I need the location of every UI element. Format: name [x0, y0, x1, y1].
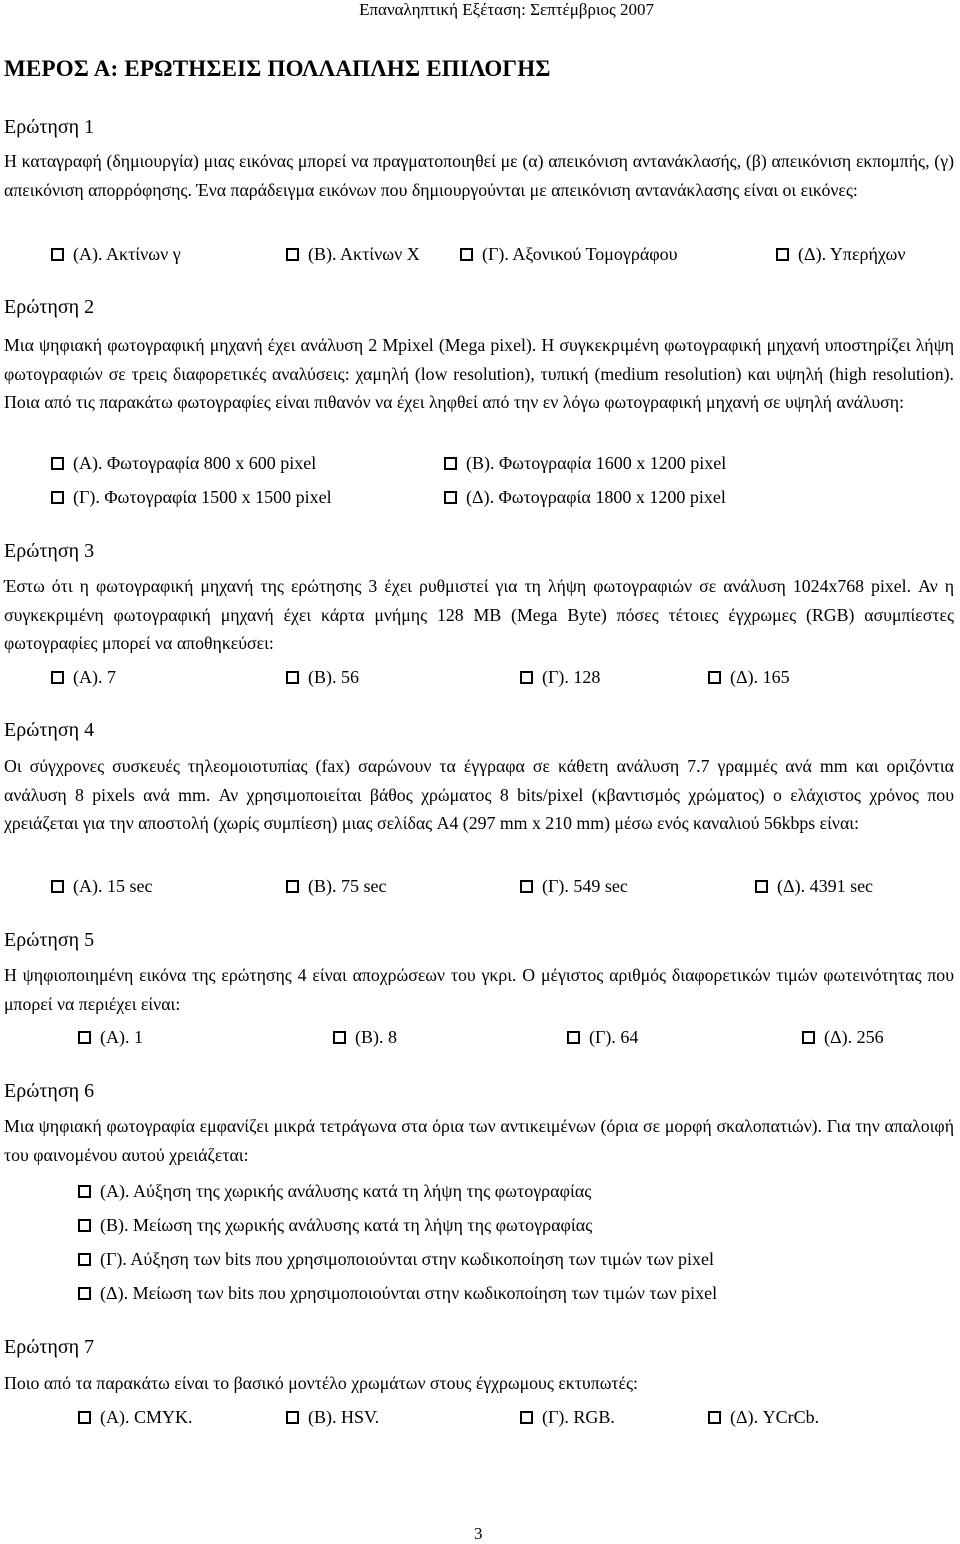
question-1-option-c[interactable]	[460, 243, 678, 265]
question-2-text: Μια ψηφιακή φωτογραφική μηχανή έχει ανάλυση 2 Mpixel (Mega pixel). Η συγκεκριμένη φωτογραφική μηχανή υποστηρίζει λήψη φωτογραφιών σε τρεις διαφορετικές αναλύσεις: χαμηλή (low resolution), τυπική (medium resolution) και υψηλή (high resolution). Ποια από τις παρακάτω φωτογραφίες είναι πιθανόν να έχει ληφθεί από την εν λόγω φωτογραφική μηχανή σε υψηλή ανάλυση:	[4, 335, 954, 412]
question-5-text: Η ψηφιοποιημένη εικόνα της ερώτησης 4 είναι αποχρώσεων του γκρι. Ο μέγιστος αριθμός διαφορετικών τιμών φωτεινότητας που μπορεί να περιέχει είναι:	[4, 965, 954, 1014]
question-3-option-d[interactable]	[708, 666, 790, 688]
checkbox-icon[interactable]	[708, 671, 721, 684]
option-label: (Γ). 549 sec	[542, 876, 628, 896]
question-3-title: Ερώτηση 3	[4, 540, 95, 562]
checkbox-icon[interactable]	[333, 1031, 346, 1044]
question-6-title: Ερώτηση 6	[4, 1080, 95, 1102]
option-label: (Δ). Φωτογραφία 1800 x 1200 pixel	[466, 487, 726, 507]
question-1-option-a[interactable]	[51, 243, 181, 265]
option-label: (Α). Φωτογραφία 800 x 600 pixel	[73, 453, 317, 473]
option-label: (Β). Ακτίνων Χ	[308, 244, 420, 264]
question-1-option-b[interactable]	[286, 243, 420, 265]
question-3-option-a[interactable]	[51, 666, 116, 688]
option-label: (Δ). 256	[824, 1027, 884, 1047]
question-5-title: Ερώτηση 5	[4, 929, 95, 951]
checkbox-icon[interactable]	[286, 880, 299, 893]
page-number: 3	[474, 1524, 483, 1543]
question-6-option-a[interactable]	[78, 1180, 591, 1202]
question-4-option-d[interactable]	[755, 875, 873, 897]
question-2-option-d[interactable]	[444, 486, 726, 508]
checkbox-icon[interactable]	[51, 248, 64, 261]
option-label: (Δ). Υπερήχων	[798, 244, 906, 264]
question-2-option-c[interactable]	[51, 486, 332, 508]
option-label: (Β). 8	[355, 1027, 397, 1047]
question-7-option-a[interactable]	[78, 1406, 193, 1428]
checkbox-icon[interactable]	[78, 1287, 91, 1300]
running-header: Επαναληπτική Εξέταση: Σεπτέμβριος 2007	[359, 0, 654, 19]
checkbox-icon[interactable]	[567, 1031, 580, 1044]
checkbox-icon[interactable]	[286, 671, 299, 684]
checkbox-icon[interactable]	[520, 671, 533, 684]
checkbox-icon[interactable]	[708, 1411, 721, 1424]
question-4-option-a[interactable]	[51, 875, 152, 897]
checkbox-icon[interactable]	[78, 1253, 91, 1266]
question-4-option-c[interactable]	[520, 875, 628, 897]
option-label: (Γ). RGB.	[542, 1407, 615, 1427]
option-label: (Α). 15 sec	[73, 876, 153, 896]
option-label: (Α). Ακτίνων γ	[73, 244, 181, 264]
question-1-title: Ερώτηση 1	[4, 116, 95, 138]
option-label: (Δ). 4391 sec	[777, 876, 874, 896]
option-label: (Α). 1	[100, 1027, 143, 1047]
question-7-text: Ποιο από τα παρακάτω είναι το βασικό μοντέλο χρωμάτων στους έγχρωμους εκτυπωτές:	[4, 1373, 638, 1393]
question-6-option-c[interactable]	[78, 1248, 714, 1270]
question-7-option-b[interactable]	[286, 1406, 379, 1428]
option-label: (Γ). Αύξηση των bits που χρησιμοποιούνται στην κωδικοποίηση των τιμών των pixel	[100, 1249, 715, 1269]
checkbox-icon[interactable]	[78, 1219, 91, 1232]
question-3-text: Έστω ότι η φωτογραφική μηχανή της ερώτησης 3 έχει ρυθμιστεί για τη λήψη φωτογραφιών σε ανάλυση 1024x768 pixel. Αν η συγκεκριμένη φωτογραφική μηχανή έχει κάρτα μνήμης 128 MB (Mega Byte) πόσες τέτοιες έγχρωμες (RGB) ασυμπίεστες φωτογραφίες μπορεί να αποθηκεύσει:	[4, 576, 954, 653]
option-label: (Γ). 128	[542, 667, 601, 687]
question-5-option-a[interactable]	[78, 1026, 143, 1048]
checkbox-icon[interactable]	[802, 1031, 815, 1044]
checkbox-icon[interactable]	[520, 1411, 533, 1424]
question-4-option-b[interactable]	[286, 875, 386, 897]
question-5-option-c[interactable]	[567, 1026, 638, 1048]
option-label: (Α). 7	[73, 667, 116, 687]
question-6-option-b[interactable]	[78, 1214, 592, 1236]
checkbox-icon[interactable]	[51, 457, 64, 470]
question-3-option-c[interactable]	[520, 666, 600, 688]
checkbox-icon[interactable]	[286, 248, 299, 261]
option-label: (Β). HSV.	[308, 1407, 380, 1427]
question-7-title: Ερώτηση 7	[4, 1336, 95, 1358]
option-label: (Α). CMYK.	[100, 1407, 193, 1427]
checkbox-icon[interactable]	[444, 491, 457, 504]
checkbox-icon[interactable]	[776, 248, 789, 261]
checkbox-icon[interactable]	[520, 880, 533, 893]
question-1-text: Η καταγραφή (δημιουργία) μιας εικόνας μπορεί να πραγματοποιηθεί με (α) απεικόνιση αντανάκλασής, (β) απεικόνιση εκπομπής, (γ) απεικόνιση απορρόφησης. Ένα παράδειγμα εικόνων που δημιουργούνται με απεικόνιση αντανάκλασης είναι οι εικόνες:	[4, 151, 954, 200]
option-label: (Δ). 165	[730, 667, 790, 687]
checkbox-icon[interactable]	[78, 1185, 91, 1198]
checkbox-icon[interactable]	[51, 491, 64, 504]
checkbox-icon[interactable]	[444, 457, 457, 470]
option-label: (Α). Αύξηση της χωρικής ανάλυσης κατά τη λήψη της φωτογραφίας	[100, 1181, 592, 1201]
option-label: (Β). 75 sec	[308, 876, 387, 896]
checkbox-icon[interactable]	[286, 1411, 299, 1424]
question-4-title: Ερώτηση 4	[4, 719, 95, 741]
question-5-option-d[interactable]	[802, 1026, 884, 1048]
option-label: (Δ). YCrCb.	[730, 1407, 820, 1427]
question-4-text: Οι σύγχρονες συσκευές τηλεομοιοτυπίας (fax) σαρώνουν τα έγγραφα σε κάθετη ανάλυση 7.7 γραμμές ανά mm και οριζόντια ανάλυση 8 pixels ανά mm. Αν χρησιμοποιείται βάθος χρώματος 8 bits/pixel (κβαντισμός χρώματος) ο ελάχιστος χρόνος που χρειάζεται για την αποστολή (χωρίς συμπίεση) μιας σελίδας A4 (297 mm x 210 mm) μέσω ενός καναλιού 56kbps είναι:	[4, 756, 954, 833]
option-label: (Γ). Φωτογραφία 1500 x 1500 pixel	[73, 487, 332, 507]
question-5-option-b[interactable]	[333, 1026, 397, 1048]
checkbox-icon[interactable]	[78, 1031, 91, 1044]
option-label: (Δ). Μείωση των bits που χρησιμοποιούνται στην κωδικοποίηση των τιμών των pixel	[100, 1283, 718, 1303]
option-label: (Β). 56	[308, 667, 359, 687]
option-label: (Β). Φωτογραφία 1600 x 1200 pixel	[466, 453, 727, 473]
question-6-text: Μια ψηφιακή φωτογραφία εμφανίζει μικρά τετράγωνα στα όρια των αντικειμένων (όρια σε μορφή σκαλοπατιών). Για την απαλοιφή του φαινομένου αυτού χρειάζεται:	[4, 1116, 954, 1165]
question-2-option-a[interactable]	[51, 452, 316, 474]
part-title: ΜΕΡΟΣ Α: ΕΡΩΤΗΣΕΙΣ ΠΟΛΛΑΠΛΗΣ ΕΠΙΛΟΓΗΣ	[4, 56, 551, 81]
option-label: (Β). Μείωση της χωρικής ανάλυσης κατά τη λήψη της φωτογραφίας	[100, 1215, 593, 1235]
option-label: (Γ). Αξονικού Τομογράφου	[482, 244, 678, 264]
question-2-option-b[interactable]	[444, 452, 726, 474]
checkbox-icon[interactable]	[755, 880, 768, 893]
checkbox-icon[interactable]	[460, 248, 473, 261]
question-7-option-d[interactable]	[708, 1406, 819, 1428]
question-1-option-d[interactable]	[776, 243, 906, 265]
checkbox-icon[interactable]	[51, 880, 64, 893]
question-3-option-b[interactable]	[286, 666, 359, 688]
checkbox-icon[interactable]	[51, 671, 64, 684]
question-6-option-d[interactable]	[78, 1282, 717, 1304]
question-7-option-c[interactable]	[520, 1406, 615, 1428]
checkbox-icon[interactable]	[78, 1411, 91, 1424]
question-2-title: Ερώτηση 2	[4, 296, 95, 318]
option-label: (Γ). 64	[589, 1027, 639, 1047]
